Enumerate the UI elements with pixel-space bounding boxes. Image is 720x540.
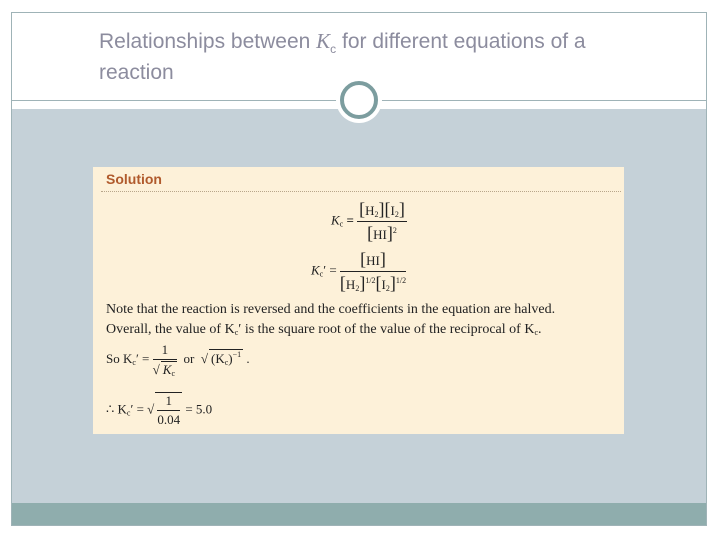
eq1-den-pow: 2 — [392, 226, 397, 235]
so-root — [209, 349, 243, 367]
eq2-numerator: [HI] — [340, 249, 406, 272]
so-root-body: (K — [210, 350, 225, 366]
line2-c: . — [538, 322, 542, 337]
equation-kc — [331, 199, 407, 244]
therefore-root — [155, 392, 182, 428]
eq1-denominator: [HI]$^2$ — [367, 223, 397, 243]
so-line: So Kc′ = $\frac{1}{√ Kc}$ or √ $(Kc)^{-1}$ . — [106, 342, 250, 378]
slide-frame — [11, 12, 707, 526]
so-frac-den: √ Kc — [152, 362, 175, 378]
therefore-k: ∴ K — [106, 401, 127, 417]
solution-panel — [93, 167, 624, 434]
eq2-den-a-sub: 2 — [355, 284, 360, 293]
therefore-result: = 5.0 — [185, 401, 213, 417]
eq2-denominator: $[H2]^{1/2}[I2]^{1/2}$ — [339, 273, 407, 293]
so-k: So K — [106, 350, 133, 366]
therefore-line: ∴ Kc′ = √ $\frac{1}{0.04}$ = 5.0 — [106, 393, 213, 427]
equation-kc-prime — [311, 249, 406, 294]
title-suffix: for different equations of a reaction — [99, 30, 586, 85]
so-sub: c — [132, 357, 136, 367]
therefore-num: 1 — [157, 393, 180, 411]
line2-sub1: c — [234, 328, 239, 337]
eq1-num-a-sub: 2 — [374, 210, 379, 219]
so-or: or — [183, 350, 195, 366]
eq1-numerator: [H2][I2] — [357, 199, 407, 222]
eq2-den-a: H — [345, 277, 356, 292]
therefore-prime-eq: ′ = — [130, 401, 144, 417]
eq1-lhs-sub: c — [339, 219, 344, 229]
eq2-fraction — [340, 249, 406, 294]
slide-title — [99, 29, 659, 85]
so-prime-eq: ′ = — [135, 350, 150, 366]
dotted-rule — [101, 191, 621, 192]
eq1-fraction — [357, 199, 407, 244]
so-frac-num: 1 — [153, 342, 177, 360]
eq2-den-a-pow: 1/2 — [365, 276, 376, 285]
eq2-lhs-sub: c — [319, 269, 324, 279]
therefore-den: 0.04 — [157, 412, 181, 427]
eq1-equals: = — [346, 212, 354, 228]
eq1-num-b: I — [390, 203, 395, 218]
eq2-den-b: I — [381, 277, 386, 292]
eq1-den: HI — [373, 227, 387, 242]
ring-ornament-icon — [340, 81, 378, 119]
so-root-pow: −1 — [232, 349, 242, 359]
note-line-2 — [106, 322, 542, 338]
eq2-num: HI — [366, 253, 380, 268]
therefore-sub: c — [126, 408, 131, 418]
so-root-sub: c — [224, 357, 229, 367]
eq2-den-b-pow: 1/2 — [395, 276, 407, 285]
eq1-num-a: H — [365, 203, 375, 218]
so-dot: . — [246, 350, 250, 366]
therefore-fraction — [157, 393, 180, 428]
eq2-lhs-k: K — [311, 262, 320, 278]
eq1-num-b-sub: 2 — [394, 210, 399, 219]
so-frac-den-sub: c — [171, 369, 175, 378]
eq2-lhs-prime: ′ — [323, 262, 327, 278]
line2-b: ′ is the square root of the value of the reciprocal of K — [238, 322, 535, 337]
so-root-close: ) — [228, 350, 233, 366]
note-line-1: Note that the reaction is reversed and the coefficients in the equation are halved. — [106, 302, 556, 317]
eq2-den-b-sub: 2 — [385, 284, 390, 293]
title-k: K — [316, 29, 331, 53]
title-prefix: Relationships between — [99, 30, 317, 53]
title-k-sub: c — [330, 42, 337, 57]
so-fraction — [153, 342, 177, 378]
eq1-lhs-k: K — [331, 212, 340, 228]
line2-sub2: c — [534, 328, 538, 337]
so-frac-den-k: K — [162, 362, 172, 377]
solution-heading: Solution — [106, 171, 162, 187]
footer-bar — [12, 503, 706, 525]
line2-a: Overall, the value of K — [106, 322, 235, 337]
eq2-equals: = — [329, 262, 337, 278]
